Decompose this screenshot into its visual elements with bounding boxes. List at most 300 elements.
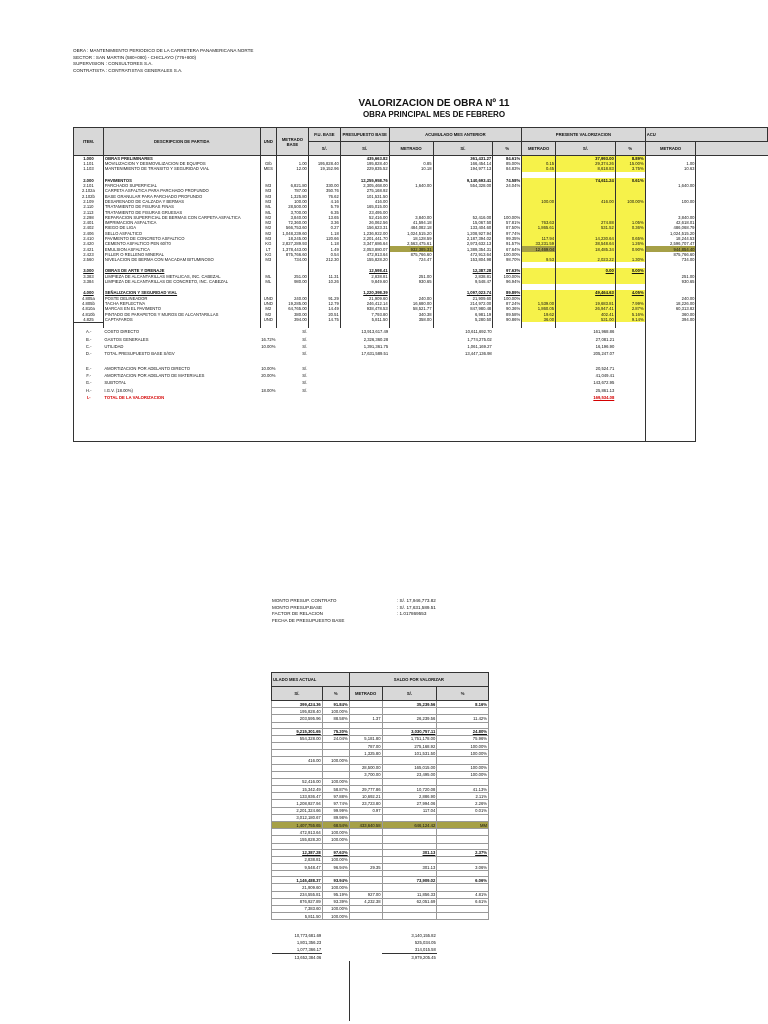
cell-item: 2.560 xyxy=(74,257,104,262)
cell-und: M3 xyxy=(260,183,276,188)
total-pres: 13,913,617.49 xyxy=(361,329,389,335)
cell-pm: 1,865.61 xyxy=(522,225,556,230)
cell-pres: 2,201,441.70 xyxy=(340,236,389,241)
lower-cell-s2 xyxy=(382,829,437,836)
lower-row xyxy=(272,863,489,870)
cell-desc: REPARACION SUPERFICIAL DE BERMAS CON CARPETA ASFALTICA xyxy=(103,215,260,220)
cell-empty xyxy=(696,357,768,364)
page-subtitle: OBRA PRINCIPAL MES DE FEBRERO xyxy=(362,110,506,119)
cell-empty xyxy=(696,350,768,357)
lower-cell-m xyxy=(349,856,382,863)
cell-nm: 486,068.79 xyxy=(645,225,696,230)
lower-total-row xyxy=(272,953,489,960)
cell-ap: 87.24% xyxy=(493,301,522,306)
cell-pu: 120.66 xyxy=(308,236,340,241)
cell-as: 52,416.00 xyxy=(433,215,493,220)
cell-nm: 60,313.82 xyxy=(645,306,696,311)
lower-row xyxy=(272,856,489,863)
cell-empty xyxy=(308,343,340,350)
cell-empty xyxy=(696,343,768,350)
cell-empty xyxy=(522,401,556,441)
lower-total-row xyxy=(272,946,489,953)
cell-pres: 2,053,880.07 xyxy=(340,246,389,251)
cell-empty xyxy=(493,379,522,386)
lower-cell-s: 1,146,488.37 xyxy=(272,877,323,884)
cell-met: 72,360.00 xyxy=(276,220,308,225)
cell-empty xyxy=(615,336,645,343)
cell-nm: 394.00 xyxy=(645,317,696,323)
lower-cell-s: 195,828.40 xyxy=(272,708,323,715)
lower-cell-p2 xyxy=(437,856,489,863)
cell-as: 214,972.00 xyxy=(433,301,493,306)
lower-cell-p2: 100.00% xyxy=(437,750,489,757)
cell-empty xyxy=(615,357,645,364)
lower-cell-p2: 0.01% xyxy=(437,807,489,814)
cell-empty xyxy=(308,365,340,372)
cell-empty xyxy=(493,372,522,379)
cell-pp: 7.99% xyxy=(615,301,645,306)
lower-cell-s: 9,548.47 xyxy=(272,863,323,870)
lower-cell-s2: 165,015.00 xyxy=(382,764,437,771)
lower-section-row xyxy=(272,877,489,884)
cell-ps: 38,548.64 xyxy=(556,241,616,246)
lower-cell-s xyxy=(272,771,323,778)
cell-pu: 330.00 xyxy=(308,183,340,188)
cell-pres: 12,255,958.76 xyxy=(340,178,389,183)
lower-cell-p2: 6.06% xyxy=(437,877,489,884)
cell-empty xyxy=(349,939,382,946)
lower-row xyxy=(272,884,489,891)
cell-empty xyxy=(437,939,489,946)
lower-cell-s: 472,913.64 xyxy=(272,829,323,836)
cell-empty xyxy=(522,336,556,343)
lower-cell-s2: 3,030,757.11 xyxy=(382,728,437,735)
lower-cell-s2: 27,994.06 xyxy=(382,800,437,807)
cell-empty xyxy=(493,343,522,350)
cell-ap: 57.81% xyxy=(493,220,522,225)
col-pres-metrado: METRADO xyxy=(522,142,556,156)
cell-desc: TACHA REFLECTIVA xyxy=(103,301,260,306)
cell-desc: POSTE DELINEADOR xyxy=(103,296,260,301)
total-label: TOTAL PRESUPUESTO BASE S/IGV xyxy=(104,351,175,357)
cell-pu: 4.16 xyxy=(308,199,340,204)
lower-cell-p: 58.87% xyxy=(322,786,349,793)
cell-ap: 87.50% xyxy=(493,225,522,230)
lower-cell-p: 100.00% xyxy=(322,884,349,891)
cell-pp: 1.30% xyxy=(615,257,645,262)
total-pct: 20.00% xyxy=(261,373,276,379)
cell-und: ML xyxy=(260,274,276,279)
total-pres: 1,391,361.75 xyxy=(363,343,389,349)
summary-block xyxy=(272,598,436,624)
lower-cell-p2 xyxy=(437,836,489,843)
cell-pp: 8.89% xyxy=(615,156,645,162)
cell-empty xyxy=(389,328,433,335)
cell-pm: 1,860.05 xyxy=(522,306,556,311)
lower-cell-p: 89.98% xyxy=(322,814,349,821)
cell-nm: 18,226.00 xyxy=(645,301,696,306)
lower-col-saldo: SALDO POR VALORIZAR xyxy=(349,673,488,687)
total-row xyxy=(74,336,768,343)
cell-item: 2.421 xyxy=(74,246,104,251)
cell-met: 1.00 xyxy=(276,161,308,166)
cell-pu: 195,828.40 xyxy=(308,161,340,166)
sector-line: SECTOR : SAN MARTIN (580+080) - CHICLAYO (776+800) xyxy=(73,54,197,60)
cell-ap: 91.57% xyxy=(493,241,522,246)
cell-item: 3.000 xyxy=(74,268,104,273)
lower-cell-s xyxy=(272,742,323,749)
cell-ap: 98.70% xyxy=(493,257,522,262)
total-ps: 16,196.90 xyxy=(595,343,615,349)
cell-pp: 0.61% xyxy=(615,178,645,183)
summary-label: FACTOR DE RELACION xyxy=(272,611,323,617)
lower-cell-m: 927.00 xyxy=(349,891,382,898)
cell-desc: PAVIMENTOS xyxy=(103,178,260,183)
col-und: UND xyxy=(260,128,276,156)
lower-cell-p xyxy=(322,742,349,749)
cell-empty xyxy=(696,394,768,401)
cell-as: 472,913.64 xyxy=(433,252,493,257)
lower-end xyxy=(272,961,489,1021)
total-ps: 169,534.08 xyxy=(593,395,615,401)
cell-empty xyxy=(522,357,556,364)
cell-pp: 9.14% xyxy=(615,317,645,323)
cell-empty xyxy=(389,365,433,372)
cell-pu: 14.49 xyxy=(308,306,340,311)
cell-ps: 531.00 xyxy=(556,317,616,323)
lower-cell-p2: 2.11% xyxy=(437,793,489,800)
cell-item: 1.101 xyxy=(74,161,104,166)
cell-met: 394.00 xyxy=(276,317,308,323)
total-as: 10,611,692.70 xyxy=(465,329,492,335)
lower-cell-s2 xyxy=(382,814,437,821)
cell-empty xyxy=(276,401,308,441)
cell-ap: 24.04% xyxy=(493,183,522,188)
lower-cell-m: 29,777.86 xyxy=(349,786,382,793)
cell-empty xyxy=(696,365,768,372)
cell-pm: 0.45 xyxy=(522,166,556,171)
lower-cell-p: 97.88% xyxy=(322,793,349,800)
cell-met: 734.00 xyxy=(276,257,308,262)
cell-desc: BASE GRANULAR PARA PARCHADO PROFUNDO xyxy=(103,193,260,198)
contratista-line: CONTRATISTA : CONTRATISTAS GENERALES S.A. xyxy=(73,67,183,73)
cell-ps: 29,374.26 xyxy=(556,161,616,166)
lower-cell-s2: 301.13 xyxy=(382,863,437,870)
total-as: 1,774,275.02 xyxy=(467,336,492,342)
lower-cell-p2: 2.26% xyxy=(437,800,489,807)
cell-ap: 84.83% xyxy=(493,166,522,171)
cell-as: 1,208,927.94 xyxy=(433,231,493,236)
cell-nm: 734.00 xyxy=(645,257,696,262)
lower-row xyxy=(272,898,489,905)
cell-pp: 0.36% xyxy=(615,225,645,230)
cell-item: 2.113 xyxy=(74,209,104,214)
cell-desc: SELLO ASFALTICO xyxy=(103,231,260,236)
lower-cell-s2: 646,124.42 xyxy=(382,822,437,829)
cell-empty xyxy=(389,401,433,441)
total-cur: S/. xyxy=(302,380,308,386)
cell-empty xyxy=(308,350,340,357)
cell-am: 932,385.31 xyxy=(389,246,433,251)
lower-cell-s2: 275,168.92 xyxy=(382,742,437,749)
cell-pm: 763.63 xyxy=(522,220,556,225)
col-presupuesto-sub: S/. xyxy=(340,142,389,156)
cell-pm: 100.00 xyxy=(522,199,556,204)
cell-empty xyxy=(389,357,433,364)
cell-item: 1.103 xyxy=(74,166,104,171)
cell-item: 2.406 xyxy=(74,231,104,236)
cell-pres: 52,416.00 xyxy=(340,215,389,220)
cell-item: 2.109 xyxy=(74,199,104,204)
cell-as: 12,387.28 xyxy=(433,268,493,273)
total-row xyxy=(74,357,768,364)
cell-ap: 89.58% xyxy=(493,311,522,316)
cell-item: 2.423 xyxy=(74,252,104,257)
cell-pp: 2.87% xyxy=(615,306,645,311)
cell-empty xyxy=(389,372,433,379)
lower-row xyxy=(272,715,489,722)
total-ps xyxy=(556,357,616,364)
cell-empty xyxy=(522,343,556,350)
cell-empty xyxy=(382,920,437,932)
cell-as: 9,548.47 xyxy=(433,279,493,284)
cell-am: 251.00 xyxy=(389,274,433,279)
lower-cell-s2: 73,909.02 xyxy=(382,877,437,884)
total-label: AMORTIZACION POR ADELANTO DIRECTO xyxy=(104,365,190,371)
lower-row xyxy=(272,807,489,814)
lower-cell-m: 5,181.80 xyxy=(349,735,382,742)
lower-cell-p2: 100.00% xyxy=(437,771,489,778)
lower-cell-s: 9,215,301.65 xyxy=(272,728,323,735)
total-ps: 161,968.86 xyxy=(593,329,615,335)
cell-pu: 12.79 xyxy=(308,301,340,306)
cell-empty xyxy=(645,365,696,372)
cell-empty xyxy=(645,357,696,364)
lower-cell-s2 xyxy=(382,778,437,785)
cell-pp: 4.05% xyxy=(615,290,645,295)
total-pct xyxy=(260,357,276,364)
cell-empty xyxy=(308,387,340,394)
lower-row xyxy=(272,708,489,715)
lower-cell-s2: 11,856.33 xyxy=(382,891,437,898)
total-pres: 17,631,589.51 xyxy=(361,351,389,357)
cell-pu: 91.29 xyxy=(308,296,340,301)
lower-cell-s: 21,909.60 xyxy=(272,884,323,891)
cell-met: 64,765.00 xyxy=(276,306,308,311)
cell-item: 3.384 xyxy=(74,279,104,284)
cell-desc: CEMENTO ASFALTICO PEN 60/70 xyxy=(103,241,260,246)
total-label xyxy=(103,357,260,364)
lower-cell-p: 91.84% xyxy=(322,701,349,708)
cell-ap: 89.89% xyxy=(493,290,522,295)
cell-empty xyxy=(437,953,489,960)
cell-nm: 875,766.60 xyxy=(645,252,696,257)
cell-empty xyxy=(103,401,260,441)
cell-und: M2 xyxy=(260,311,276,316)
lower-cell-p2 xyxy=(437,913,489,920)
cell-empty xyxy=(696,387,768,394)
lower-cell-p: 100.00% xyxy=(322,836,349,843)
total-row xyxy=(74,372,768,379)
col-presente-valorizacion: PRESENTE VALORIZACION xyxy=(522,128,646,142)
lower-cell-m: 787.00 xyxy=(349,742,382,749)
cell-empty xyxy=(696,372,768,379)
cell-empty xyxy=(437,961,489,1021)
lower-cell-m: 4,232.38 xyxy=(349,898,382,905)
total-pres xyxy=(340,387,389,394)
total-code: C.- xyxy=(74,343,104,350)
total-pres xyxy=(340,365,389,372)
cell-ap: 100.00% xyxy=(493,296,522,301)
lower-total-row xyxy=(272,932,489,939)
total-as xyxy=(433,379,493,386)
cell-as: 554,328.00 xyxy=(433,183,493,188)
cell-pp: 0.65% xyxy=(615,236,645,241)
cell-ap: 67.64% xyxy=(493,246,522,251)
lower-body xyxy=(272,701,489,1021)
lower-cell-s2 xyxy=(382,856,437,863)
cell-und: ML xyxy=(260,204,276,209)
cell-as: 6,981.19 xyxy=(433,311,493,316)
cell-empty xyxy=(615,394,645,401)
cell-pu: 1.18 xyxy=(308,241,340,246)
cell-pres: 9,849.60 xyxy=(340,279,389,284)
cell-item: 2.401 xyxy=(74,220,104,225)
valorizacion-table-wrap xyxy=(73,127,768,442)
cell-item: 4.000 xyxy=(74,290,104,295)
total-ps: 20,524.71 xyxy=(595,365,615,371)
lower-row xyxy=(272,814,489,821)
lower-cell-p: 100.00% xyxy=(322,757,349,764)
cell-nm: 100.00 xyxy=(645,199,696,204)
lower-cell-p: 88.58% xyxy=(322,715,349,722)
lower-cell-s xyxy=(272,764,323,771)
total-code: I.- xyxy=(74,394,104,401)
lower-cell-p2 xyxy=(437,814,489,821)
lower-cell-s: 12,387.28 xyxy=(272,849,323,856)
total-ps: 205,247.07 xyxy=(593,351,615,357)
cell-empty xyxy=(308,372,340,379)
lower-cell-p2: 3.06% xyxy=(437,863,489,870)
lower-table-wrap xyxy=(271,672,489,1021)
cell-und: KG xyxy=(260,252,276,257)
cell-und: ML xyxy=(260,209,276,214)
lower-row xyxy=(272,778,489,785)
cell-pp: 5.16% xyxy=(615,311,645,316)
cell-empty xyxy=(493,350,522,357)
cell-ps: 19,683.81 xyxy=(556,301,616,306)
cell-ps: 416.00 xyxy=(556,199,616,204)
lower-col-saldo-pct: % xyxy=(437,687,489,701)
cell-am: 875,766.60 xyxy=(389,252,433,257)
lower-row xyxy=(272,742,489,749)
cell-empty xyxy=(615,401,645,441)
lower-cell-p2 xyxy=(437,829,489,836)
cell-item: 2.402 xyxy=(74,225,104,230)
cell-pu: 14.75 xyxy=(308,317,340,323)
cell-empty xyxy=(437,920,489,932)
cell-nm: 2,596,707.47 xyxy=(645,241,696,246)
lower-cell-m xyxy=(349,913,382,920)
cell-pres: 101,531.50 xyxy=(340,193,389,198)
cell-item: 4.810b xyxy=(74,311,104,316)
lower-row xyxy=(272,757,489,764)
cell-empty xyxy=(349,961,382,1021)
cell-ap: 96.94% xyxy=(493,279,522,284)
cell-met: 1,378,443.00 xyxy=(276,246,308,251)
lower-cell-m xyxy=(349,728,382,735)
total-code: H.- xyxy=(74,387,104,394)
cell-met: 787.00 xyxy=(276,188,308,193)
lower-cell-s: 234,555.81 xyxy=(272,891,323,898)
cell-pu: 1.18 xyxy=(308,231,340,236)
cell-am: 10.18 xyxy=(389,166,433,171)
lower-cell-m xyxy=(349,708,382,715)
lower-cell-p xyxy=(322,771,349,778)
lower-cell-p: 93.39% xyxy=(322,898,349,905)
total-pct: 16.72% xyxy=(261,336,276,342)
total-as xyxy=(433,394,493,401)
lower-cell-s2 xyxy=(382,757,437,764)
lower-cell-m: 28,500.00 xyxy=(349,764,382,771)
cell-und: UND xyxy=(260,301,276,306)
lower-row xyxy=(272,786,489,793)
cell-empty xyxy=(556,401,616,441)
total-label: I.G.V. (18.00%) xyxy=(104,387,133,393)
lower-cell-p2 xyxy=(437,884,489,891)
cell-empty xyxy=(645,401,696,441)
lower-cell-m xyxy=(349,836,382,843)
cell-nm: 944,854.40 xyxy=(645,246,696,251)
cell-pp: 0.90% xyxy=(615,246,645,251)
lower-cell-s2 xyxy=(382,905,437,912)
cell-met: 875,766.60 xyxy=(276,252,308,257)
lower-cell-m xyxy=(349,778,382,785)
lower-cell-s2: 10,720.08 xyxy=(382,786,437,793)
lower-total-s: 13,652,384.06 xyxy=(272,953,323,960)
total-cur: S/. xyxy=(302,351,308,357)
obra-line: OBRA : MANTENIMIENTO PERIODICO DE LA CARRETERA PANAMERICANA NORTE xyxy=(73,48,254,53)
cell-pu: 20.51 xyxy=(308,311,340,316)
cell-pm: 0.15 xyxy=(522,161,556,166)
cell-empty xyxy=(389,343,433,350)
cell-empty xyxy=(493,394,522,401)
cell-und: UND xyxy=(260,296,276,301)
cell-und: LT xyxy=(260,246,276,251)
total-pres xyxy=(340,379,389,386)
cell-ps: 26,947.41 xyxy=(556,306,616,311)
total-row xyxy=(74,394,768,401)
lower-total-s2: 314,015.58 xyxy=(414,946,436,952)
lower-section-row xyxy=(272,701,489,708)
cell-nm: 1,640.00 xyxy=(645,183,696,188)
lower-cell-p xyxy=(322,764,349,771)
lower-cell-s: 1,208,927.94 xyxy=(272,800,323,807)
lower-cell-m xyxy=(349,884,382,891)
cell-und: M3 xyxy=(260,257,276,262)
cell-pres: 26,062.56 xyxy=(340,220,389,225)
lower-row xyxy=(272,771,489,778)
cell-desc: OBRAS PRELIMINARES xyxy=(103,156,260,162)
cell-empty xyxy=(308,328,340,335)
lower-cell-s: 52,416.00 xyxy=(272,778,323,785)
cell-as: 9,140,693.41 xyxy=(433,178,493,183)
cell-pp: 15.00% xyxy=(615,161,645,166)
cell-met: 18,245.00 xyxy=(276,236,308,241)
cell-empty xyxy=(645,343,696,350)
cell-und: M2 xyxy=(260,231,276,236)
cell-nm: 1.00 xyxy=(645,161,696,166)
